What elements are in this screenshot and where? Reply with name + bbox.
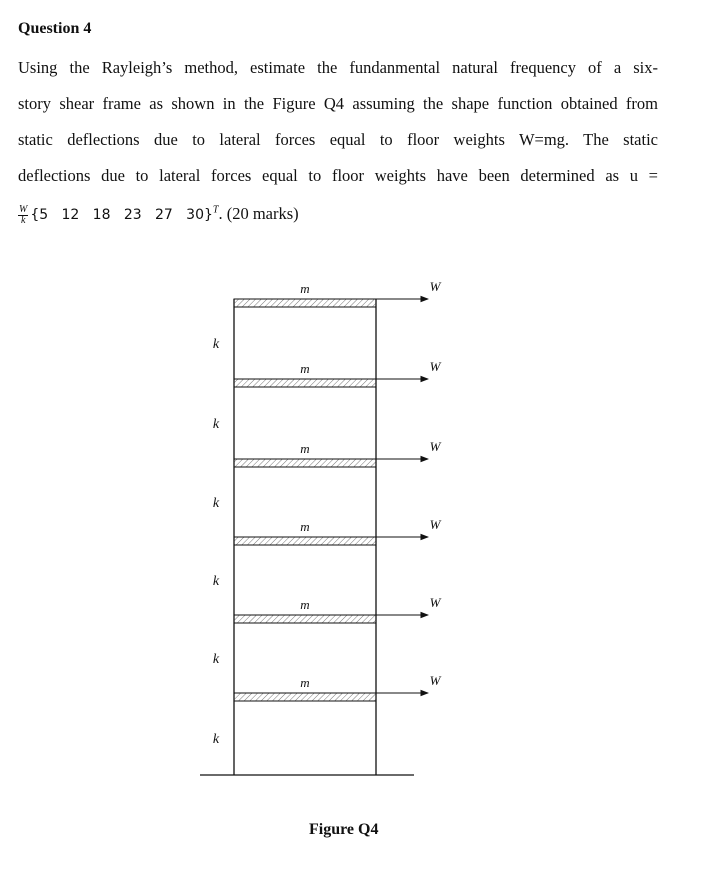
force-label: W (429, 595, 441, 610)
deflection-vector: {5 12 18 23 27 30} (30, 207, 213, 223)
question-line-2: story shear frame as shown in the Figure Q4 assuming the shape function obtained from (18, 94, 658, 113)
question-heading: Question 4 (18, 20, 92, 37)
transpose-symbol: T (212, 204, 219, 216)
fraction-denominator: k (20, 214, 26, 226)
floor-slab (234, 299, 376, 307)
stiffness-label: k (212, 417, 220, 432)
stiffness-label: k (212, 337, 220, 352)
floor-slab (234, 459, 376, 467)
mass-label: m (300, 361, 310, 376)
question-line-4: deflections due to lateral forces equal to floor weights have been determined as u = (18, 166, 658, 185)
mass-label: m (300, 597, 310, 612)
mass-label: m (300, 441, 310, 456)
stiffness-label: k (212, 652, 220, 667)
mass-label: m (300, 281, 310, 296)
stiffness-label: k (212, 732, 220, 747)
floor-slab (234, 537, 376, 545)
force-label: W (429, 517, 441, 532)
force-label: W (429, 673, 441, 688)
question-line-1: Using the Rayleigh’s method, estimate the fundanmental natural frequency of a six- (18, 58, 658, 77)
force-label: W (429, 359, 441, 374)
floor-slab (234, 379, 376, 387)
force-label: W (429, 279, 441, 294)
force-label: W (429, 439, 441, 454)
mass-label: m (300, 675, 310, 690)
marks-text: . (20 marks) (218, 204, 299, 223)
figure-caption: Figure Q4 (309, 821, 379, 838)
floor-slab (234, 615, 376, 623)
frame-structure (200, 279, 442, 775)
stiffness-label: k (212, 496, 220, 511)
floor-slab (234, 693, 376, 701)
mass-label: m (300, 519, 310, 534)
fraction-numerator: W (19, 203, 28, 215)
question-line-3: static deflections due to lateral forces equal to floor weights W=mg. The static (18, 130, 658, 149)
stiffness-label: k (212, 574, 220, 589)
